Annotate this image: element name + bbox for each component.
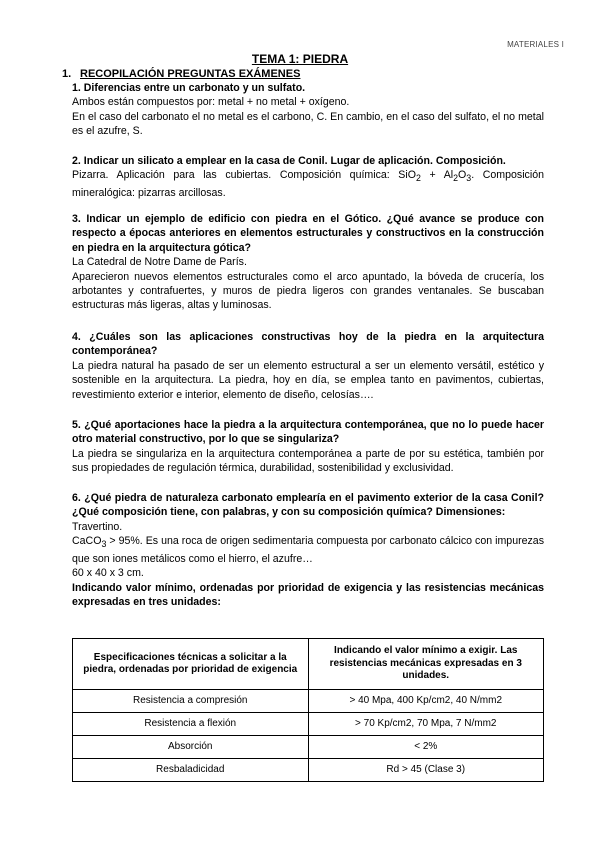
table-cell: Resistencia a flexión xyxy=(73,713,309,736)
table-row xyxy=(73,713,544,736)
answer-text: 60 x 40 x 3 cm. xyxy=(72,567,144,580)
question-text: 3. Indicar un ejemplo de edificio con piedra en el Gótico. ¿Qué avance se produce con respecto a épocas anteriores en elementos estructurales y constructivos en la construcción en piedra en la arquitectura gótica? xyxy=(72,213,544,254)
question-4 xyxy=(72,330,544,402)
specifications-table xyxy=(72,638,544,782)
question-text: 5. ¿Qué aportaciones hace la piedra a la arquitectura contemporánea, que no lo puede hacer otro material constructivo, por lo que se singulariza? xyxy=(72,419,544,446)
answer-text: Ambos están compuestos por: metal + no metal + oxígeno. xyxy=(72,96,350,109)
section-label: RECOPILACIÓN PREGUNTAS EXÁMENES xyxy=(80,68,301,80)
answer-text: Aparecieron nuevos elementos estructurales como el arco apuntado, la bóveda de crucería, los arbotantes y contrafuertes, y muros de piedra ligeros con grandes ventanales. Se buscaban estructuras más ligeras, altas y luminosas. xyxy=(72,270,544,312)
table-cell: > 40 Mpa, 400 Kp/cm2, 40 N/mm2 xyxy=(308,690,544,713)
question-3 xyxy=(72,212,544,313)
question-text: 2. Indicar un silicato a emplear en la casa de Conil. Lugar de aplicación. Composición. xyxy=(72,155,506,167)
answer-text: CaCO$_3$ > 95%. Es una roca de origen sedimentaria compuesta por carbonato cálcico con impurezas que son iones metálicos como el hierro, el azufre… xyxy=(72,535,544,565)
section-number: 1. xyxy=(62,68,72,80)
table-cell: < 2% xyxy=(308,736,544,759)
page-header: MATERIALES I xyxy=(507,40,564,49)
answer-text: La Catedral de Notre Dame de París. xyxy=(72,256,247,269)
question-6 xyxy=(72,491,544,609)
answer-text: Pizarra. Aplicación para las cubiertas. Composición química: $SiO_2 + Al_2O_3$. Composición mineralógica: pizarras arcillosas. xyxy=(72,169,544,199)
table-cell: Resistencia a compresión xyxy=(73,690,309,713)
question-text: 6. ¿Qué piedra de naturaleza carbonato emplearía en el pavimento exterior de la casa Conil?¿Qué composición tiene, con palabras, y con su composición química? Dimensiones: xyxy=(72,492,544,519)
question-text: 1. Diferencias entre un carbonato y un sulfato. xyxy=(72,82,306,94)
question-2 xyxy=(72,154,544,200)
table-header: Especificaciones técnicas a solicitar a la piedra, ordenadas por prioridad de exigencia xyxy=(73,639,309,690)
page-title: TEMA 1: PIEDRA xyxy=(251,52,349,66)
table-row xyxy=(73,736,544,759)
table-header: Indicando el valor mínimo a exigir. Las resistencias mecánicas expresadas en 3 unidades. xyxy=(308,639,544,690)
question-1 xyxy=(72,81,544,139)
question-5 xyxy=(72,418,544,476)
answer-text: La piedra natural ha pasado de ser un elemento estructural a ser un elemento versátil, estético y sostenible en la arquitectura. La piedra, hoy en día, se emplea tanto en pavimentos, cubiertas, revestimiento exterior e interior, elemento de diseño, celosías…. xyxy=(72,359,544,401)
question-text: 4. ¿Cuáles son las aplicaciones constructivas hoy de la piedra en la arquitectura contemporánea? xyxy=(72,331,544,358)
table-cell: Rd > 45 (Clase 3) xyxy=(308,759,544,782)
table-cell: Absorción xyxy=(73,736,309,759)
table-row xyxy=(73,759,544,782)
table-row xyxy=(73,690,544,713)
table-header-row xyxy=(73,639,544,690)
question-text: Indicando valor mínimo, ordenadas por prioridad de exigencia y las resistencias mecánicas expresadas en tres unidades: xyxy=(72,581,544,608)
answer-text: La piedra se singulariza en la arquitectura contemporánea a parte de por su estética, también por sus propiedades de regulación térmica, durabilidad, sostenibilidad y exclusividad. xyxy=(72,447,544,475)
answer-text: Travertino. xyxy=(72,520,123,533)
answer-text: En el caso del carbonato el no metal es el carbono, C. En cambio, en el caso del sulfato, el no metal es el azufre, S. xyxy=(72,110,544,138)
table-cell: > 70 Kp/cm2, 70 Mpa, 7 N/mm2 xyxy=(308,713,544,736)
section-heading xyxy=(62,67,300,81)
table-cell: Resbaladicidad xyxy=(73,759,309,782)
